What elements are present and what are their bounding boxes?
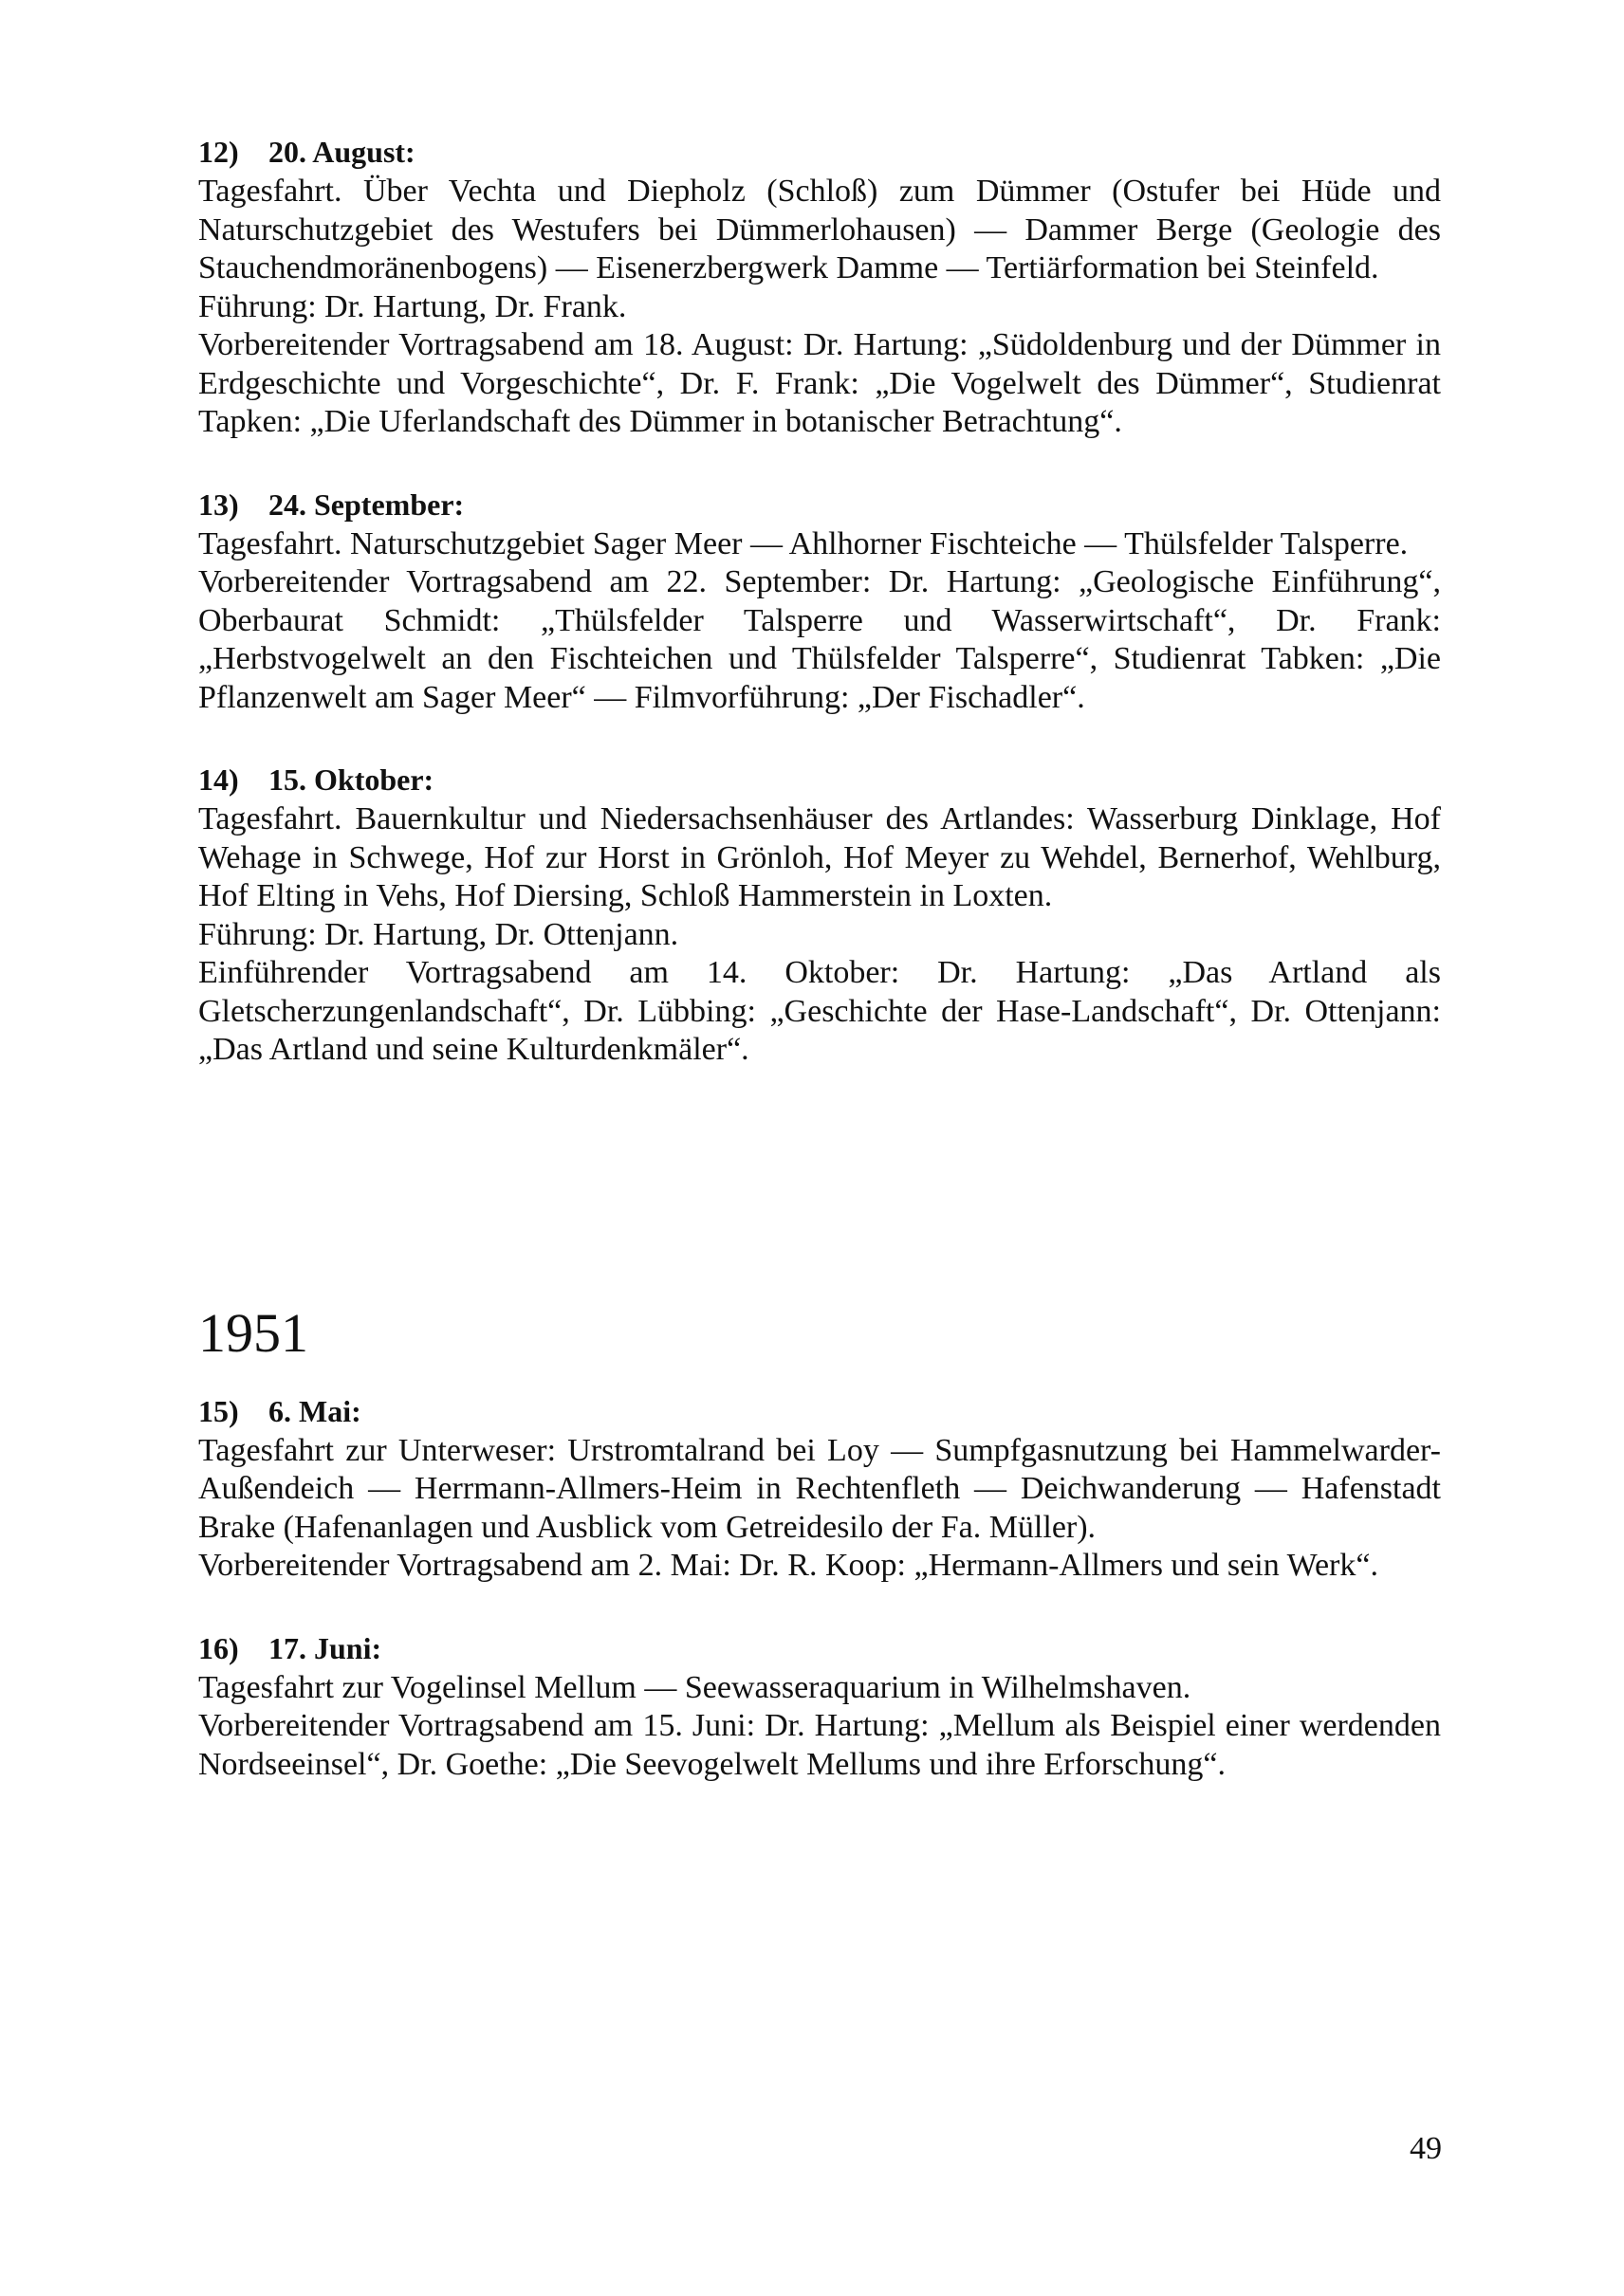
entry-heading (198, 1629, 1441, 1667)
entry-description: Tagesfahrt zur Unterweser: Urstromtalrand bei Loy — Sumpfgasnutzung bei Hammelwarder-Außendeich — Herrmann-Allmers-Heim in Rechtenfleth — Deichwanderung — Hafenstadt Brake (Hafenanlagen und Ausblick vom Getreidesilo der Fa. Müller). (198, 1432, 1441, 1545)
entry-heading (198, 761, 1441, 799)
entry-lecture-evening: Vorbereitender Vortragsabend am 15. Juni: Dr. Hartung: „Mellum als Beispiel einer werdenden Nordseeinsel“, Dr. Goethe: „Die Seevogelwelt Mellums und ihre Erforschung“. (198, 1708, 1441, 1782)
entry-heading (198, 133, 1441, 171)
entry-date: 24. September: (268, 487, 465, 522)
entry-date: 15. Oktober: (268, 762, 434, 797)
entry-description: Tagesfahrt zur Vogelinsel Mellum — Seewasseraquarium in Wilhelmshaven. (198, 1669, 1191, 1705)
entry-12 (198, 133, 1441, 442)
entry-guides: Führung: Dr. Hartung, Dr. Ottenjann. (198, 916, 679, 952)
entry-lecture-evening: Vorbereitender Vortragsabend am 18. August: Dr. Hartung: „Südoldenburg und der Dümmer in Erdgeschichte und Vorgeschichte“, Dr. F. Frank: „Die Vogelwelt des Dümmer“, Studienrat Tapken: „Die Uferlandschaft des Dümmer in botanischer Betrachtung“. (198, 327, 1441, 439)
entry-number: 15) (198, 1393, 239, 1428)
entry-heading (198, 486, 1441, 523)
entry-16 (198, 1629, 1441, 1785)
entry-description: Tagesfahrt. Bauernkultur und Niedersachsenhäuser des Artlandes: Wasserburg Dinklage, Hof Wehage in Schwege, Hof zur Horst in Grönloh, Hof Meyer zu Wehdel, Bernerhof, Wehlburg, Hof Elting in Vehs, Hof Diersing, Schloß Hammerstein in Loxten. (198, 801, 1441, 913)
entry-number: 12) (198, 135, 239, 169)
year-heading: 1951 (198, 1301, 308, 1364)
entry-heading (198, 1392, 1441, 1430)
page-number: 49 (1410, 2131, 1442, 2166)
entry-date: 6. Mai: (268, 1393, 361, 1428)
entry-guides: Führung: Dr. Hartung, Dr. Frank. (198, 288, 627, 324)
entry-13 (198, 486, 1441, 718)
entry-lecture-evening: Vorbereitender Vortragsabend am 2. Mai: Dr. R. Koop: „Hermann-Allmers und sein Werk“. (198, 1548, 1378, 1583)
entry-number: 13) (198, 487, 239, 522)
section-spacer (198, 1113, 1441, 1303)
entry-15 (198, 1392, 1441, 1586)
entry-description: Tagesfahrt. Über Vechta und Diepholz (Schloß) zum Dümmer (Ostufer bei Hüde und Naturschutzgebiet des Westufers bei Dümmerlohausen) — Dammer Berge (Geologie des Stauchendmoränenbogens) — Eisenerzbergwerk Damme — Tertiärformation bei Steinfeld. (198, 174, 1441, 285)
entry-description: Tagesfahrt. Naturschutzgebiet Sager Meer — Ahlhorner Fischteiche — Thülsfelder Talsperre. (198, 525, 1409, 561)
entry-date: 17. Juni: (268, 1630, 382, 1665)
page-body (198, 133, 1441, 1828)
entry-date: 20. August: (268, 135, 415, 169)
entry-number: 14) (198, 762, 239, 797)
entry-lecture-evening: Einführender Vortragsabend am 14. Oktober: Dr. Hartung: „Das Artland als Gletscherzungenlandschaft“, Dr. Lübbing: „Geschichte der Hase-Landschaft“, Dr. Ottenjann: „Das Artland und seine Kulturdenkmäler“. (198, 955, 1441, 1067)
entry-number: 16) (198, 1630, 239, 1665)
entry-14 (198, 761, 1441, 1070)
entry-lecture-evening: Vorbereitender Vortragsabend am 22. September: Dr. Hartung: „Geologische Einführung“, Oberbaurat Schmidt: „Thülsfelder Talsperre und Wasserwirtschaft“, Dr. Frank: „Herbstvogelwelt an den Fischteichen und Thülsfelder Talsperre“, Studienrat Tabken: „Die Pflanzenwelt am Sager Meer“ — Filmvorführung: „Der Fischadler“. (198, 564, 1441, 715)
